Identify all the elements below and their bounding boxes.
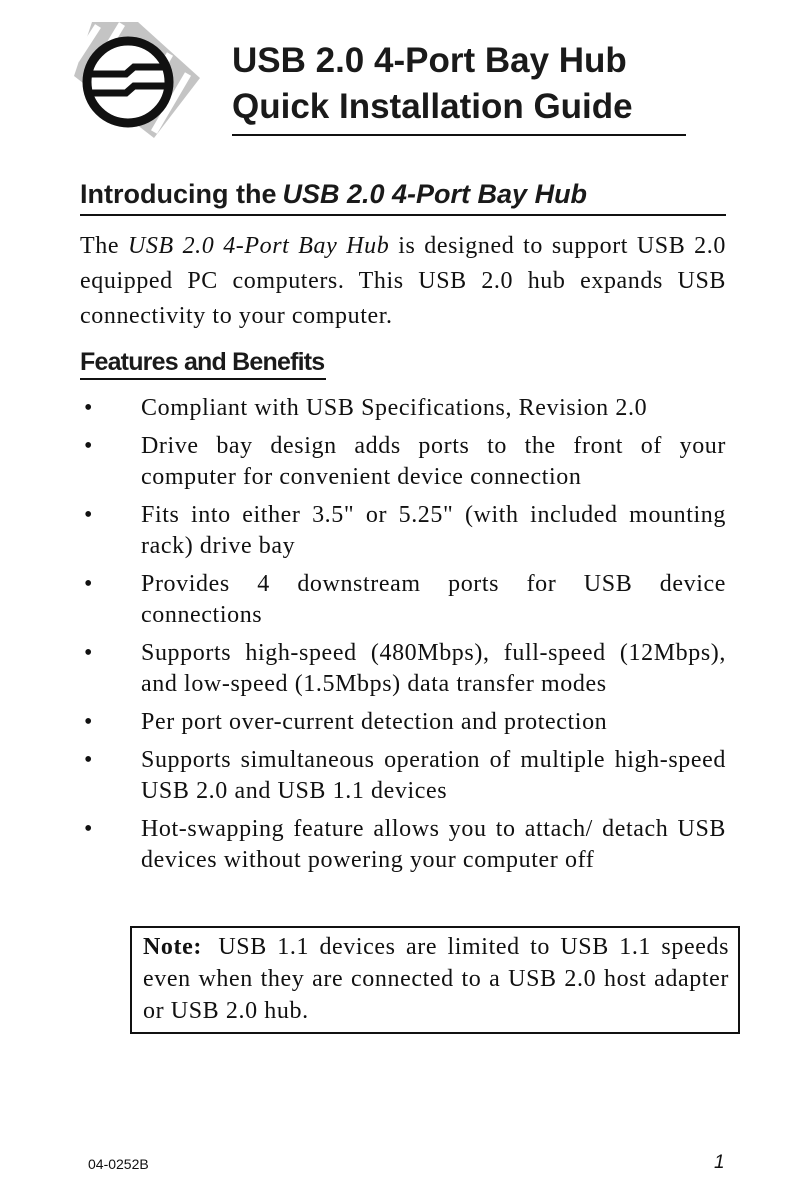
- intro-paragraph: [80, 229, 726, 334]
- intro-heading-prefix: Introducing the: [80, 179, 277, 209]
- feature-item: [80, 707, 726, 738]
- feature-item: [80, 638, 726, 700]
- company-logo-icon: [70, 20, 202, 140]
- page-title: [232, 38, 686, 136]
- feature-text: Supports simultaneous operation of multiple high-speed USB 2.0 and USB 1.1 devices: [141, 747, 726, 804]
- intro-heading: [80, 176, 726, 216]
- bullet-icon: •: [84, 571, 94, 597]
- document-code: 04-0252B: [88, 1156, 149, 1172]
- note-text: USB 1.1 devices are limited to USB 1.1 speeds even when they are connected to a USB 2.0 host adapter or USB 2.0 hub.: [143, 934, 730, 1024]
- feature-text: Compliant with USB Specifications, Revision 2.0: [141, 395, 648, 421]
- note-label: Note:: [143, 934, 202, 960]
- feature-item: [80, 393, 726, 424]
- features-list: [80, 393, 726, 883]
- note-box: [130, 926, 740, 1034]
- title-line-1: USB 2.0 4-Port Bay Hub: [232, 41, 627, 80]
- intro-paragraph-rest: is designed to support USB 2.0 equipped PC computers. This USB 2.0 hub expands USB connectivity to your computer.: [80, 233, 726, 329]
- bullet-icon: •: [84, 816, 94, 842]
- feature-text: Supports high-speed (480Mbps), full-speed (12Mbps), and low-speed (1.5Mbps) data transfer modes: [141, 640, 726, 697]
- bullet-icon: •: [84, 640, 94, 666]
- feature-item: [80, 814, 726, 876]
- intro-heading-product: USB 2.0 4-Port Bay Hub: [282, 179, 588, 209]
- feature-text: Fits into either 3.5" or 5.25" (with included mounting rack) drive bay: [141, 502, 726, 559]
- feature-item: [80, 745, 726, 807]
- feature-text: Drive bay design adds ports to the front of your computer for convenient device connection: [141, 433, 726, 490]
- feature-item: [80, 431, 726, 493]
- bullet-icon: •: [84, 502, 94, 528]
- feature-item: [80, 569, 726, 631]
- features-heading: Features and Benefits: [80, 346, 326, 380]
- bullet-icon: •: [84, 395, 94, 421]
- feature-text: Provides 4 downstream ports for USB device connections: [141, 571, 726, 628]
- feature-item: [80, 500, 726, 562]
- bullet-icon: •: [84, 433, 94, 459]
- bullet-icon: •: [84, 709, 94, 735]
- feature-text: Per port over-current detection and protection: [141, 709, 608, 735]
- feature-text: Hot-swapping feature allows you to attach/ detach USB devices without powering your computer off: [141, 816, 726, 873]
- intro-paragraph-prefix: The: [80, 233, 120, 259]
- bullet-icon: •: [84, 747, 94, 773]
- title-line-2: Quick Installation Guide: [232, 87, 633, 126]
- page-number: 1: [714, 1152, 725, 1173]
- intro-paragraph-product: USB 2.0 4-Port Bay Hub: [127, 233, 390, 259]
